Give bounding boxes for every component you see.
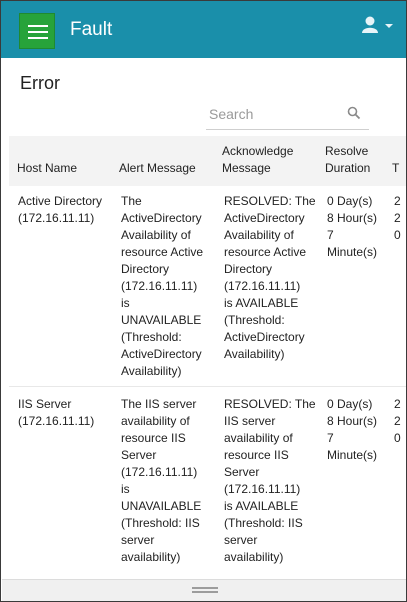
cell-host-name: IIS Server (172.16.11.11) [18,397,95,428]
cell-acknowledge-message: RESOLVED: The IIS server availability of resource IIS Server (172.16.11.11) is AVAILABLE (Threshold: IIS server availability) [224,397,316,564]
column-header-truncated[interactable]: T [392,161,400,175]
column-header-alert-message[interactable]: Alert Message [119,161,196,175]
menu-button[interactable] [19,13,55,49]
caret-down-icon [385,24,393,28]
cell-resolve-duration: 0 Day(s) 8 Hour(s) 7 Minute(s) [327,397,378,462]
cell-acknowledge-message: RESOLVED: The ActiveDirectory Availability of resource Active Directory (172.16.11.11) is AVAILABLE (Threshold: ActiveDirectory Availability) [224,194,316,361]
user-icon [361,15,395,35]
cell-truncated: 2 2 0 [394,194,401,242]
search-input[interactable] [206,104,342,124]
page-title: Error [20,73,60,93]
resize-handle-bar[interactable] [2,579,407,602]
cell-host-name: Active Directory (172.16.11.11) [18,194,103,225]
search-box [206,102,369,130]
column-header-resolve-duration[interactable]: Resolve Duration [325,144,371,175]
resize-grip-icon[interactable] [192,587,218,593]
app-title: Fault [70,19,113,40]
column-header-host-name[interactable]: Host Name [17,161,78,175]
cell-resolve-duration: 0 Day(s) 8 Hour(s) 7 Minute(s) [327,194,378,259]
cell-truncated: 2 2 0 [394,397,401,445]
error-table [9,136,406,579]
table-header [9,136,406,186]
search-icon[interactable] [347,106,361,120]
hamburger-icon [28,25,48,27]
cell-alert-message: The IIS server availability of resource IIS Server (172.16.11.11) is UNAVAILABLE (Threshold: IIS server availability) [121,397,202,564]
column-header-acknowledge-message[interactable]: Acknowledge Message [222,144,294,175]
top-bar [1,1,406,58]
row-divider [9,386,406,387]
user-menu-button[interactable] [361,15,395,35]
cell-alert-message: The ActiveDirectory Availability of resource Active Directory (172.16.11.11) is UNAVAILABLE (Threshold: ActiveDirectory Availability) [121,194,204,378]
